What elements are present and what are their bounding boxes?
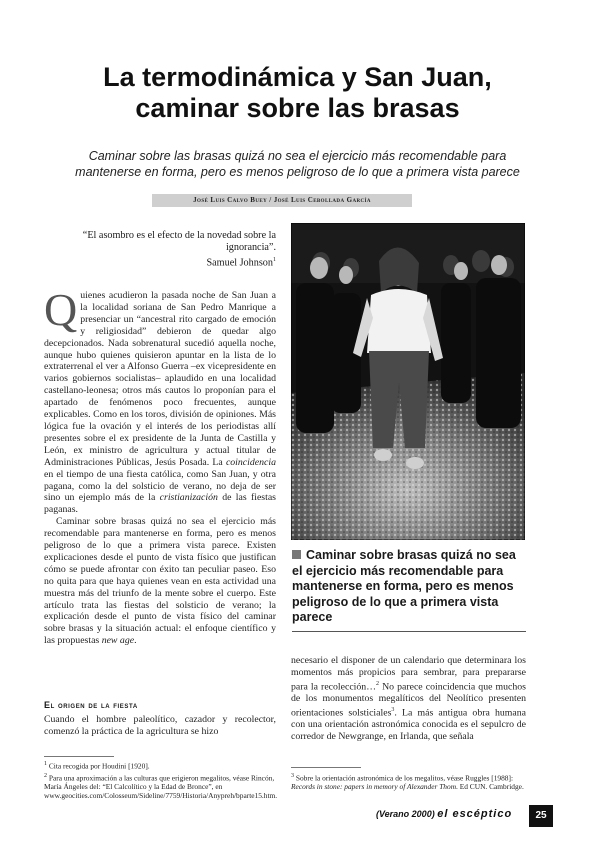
paragraph-1-text-a: uienes acudieron la pasada noche de San Juan a la localidad soriana de San Pedro Manrique a presenciar un “ancestral rito cargado de emoción y religiosidad” debieron de quedar algo decepcionados. Nada sobrenatural sucedió aquella noche, aunque hubo quienes quisieron apuntar en la lista de lo extraterrenal el ver a Alfonso Guerra –ex vicepresidente en varios gobiernos socialistas– aplaudido en una localidad castellano-leonesa; otros más cautos lo proponían para el apartado de fenómenos poco frecuentes, aunque explicables. Como en los toros, división de opiniones. Más lógica fue la ovación y el interés de los periodistas allí presentes sobre el ex presidente de la Junta de Castilla y León, ex ministro de agricultura y actual titular de Administraciones Públicas, Jesús Posada. La <box>44 290 276 468</box>
body-column-left <box>44 284 276 647</box>
article-subtitle <box>40 148 555 180</box>
epigraph-author: Samuel Johnson <box>206 257 273 269</box>
footnote-ref-2: 2 <box>376 680 379 687</box>
footnote-rule-left <box>44 756 114 757</box>
firewalk-photo <box>291 223 525 540</box>
epigraph <box>58 230 276 269</box>
paragraph-1-text-b: en el tiempo de una fiesta católica, como San Juan, y otra pagana, como la del solsticio de verano, no deja de ser sino un ejemplo más de la <box>44 468 276 504</box>
paragraph-1 <box>44 284 276 516</box>
article-title <box>40 62 555 124</box>
paragraph-2-text-b: . <box>134 635 137 647</box>
footnote-1-text: Cita recogida por Houdini [1920]. <box>48 761 150 771</box>
footnote-2 <box>44 772 276 800</box>
footnote-rule-right <box>291 767 361 768</box>
paragraph-4-text-c: . La más antigua obra humana con una orientación astronómica conocida es el sepulcro de corredor de Newgrange, en Irlanda, que señala <box>291 707 526 742</box>
footnote-3-text-b: . Ed CUN. Cambridge. <box>456 782 524 792</box>
footnote-1 <box>44 760 276 771</box>
subtitle-line-2: mantenerse en forma, pero es menos peligroso de lo que a primera vista parece <box>75 165 520 179</box>
footnote-3-text-a: Sobre la orientación astronómica de los megalitos, véase Ruggles [1988]: <box>295 773 514 783</box>
body-column-left-continued <box>44 714 276 738</box>
caption-rule <box>292 631 526 632</box>
emphasis-new-age: new age <box>101 635 135 647</box>
title-line-1: La termodinámica y San Juan, <box>103 62 492 92</box>
body-column-right <box>291 655 526 743</box>
footnote-ref-3: 3 <box>391 706 395 713</box>
author-byline: José Luis Calvo Buey / José Luis Cebollada García <box>152 194 412 207</box>
footnote-2-text: Para una aproximación a las culturas que erigieron megalitos, véase Rincón, María Ángeles del: “El Calcolítico y la Edad de Bronce”, en www.geocities.com/Colosseum/Sideline/7759/Historia/Anypreh/bparte15.htm. <box>44 773 278 800</box>
subtitle-line-1: Caminar sobre las brasas quizá no sea el ejercicio más recomendable para <box>88 149 507 163</box>
photo-caption <box>292 548 526 626</box>
title-line-2: caminar sobre las brasas <box>135 93 460 123</box>
paragraph-1-text-c: de las fiestas paganas. <box>44 492 276 516</box>
paragraph-4 <box>291 655 526 743</box>
section-heading: El origen de la fiesta <box>44 700 138 710</box>
drop-cap: Q <box>44 284 78 335</box>
epigraph-quote-line-2: ignorancia”. <box>225 242 276 253</box>
footnote-2-number: 2 <box>44 773 47 779</box>
footnote-3 <box>291 772 526 792</box>
emphasis-coincidencia: coincidencia <box>225 456 276 468</box>
paragraph-4-text-a: necesario el disponer de un calendario que determinara los momentos más propicios para sembrar, para prepararse para la recolección… <box>291 655 526 693</box>
footnote-3-book-title: Records in stone: papers in memory of Alexander Thom <box>291 782 457 792</box>
caption-text: Caminar sobre brasas quizá no sea el ejercicio más recomendable para mantenerse en forma, pero es menos peligroso de lo que a primera vista parece <box>292 548 516 624</box>
magazine-name: el escéptico <box>437 808 513 820</box>
emphasis-cristianizacion: cristianización <box>159 492 218 504</box>
caption-bullet-square <box>292 550 301 559</box>
paragraph-3: Cuando el hombre paleolítico, cazador y recolector, comenzó la práctica de la agricultura se hizo <box>44 714 276 737</box>
running-footer <box>376 808 512 820</box>
page-number: 25 <box>529 805 553 827</box>
paragraph-2-text-a: Caminar sobre brasas quizá no sea el ejercicio más recomendable para mantenerse en forma, pero es menos peligroso de lo que a primera vista parece. Existen explicaciones desde el punto de vista físico que justifican cómo se puede afrontar con éxito tan peculiar paseo. Eso no quita para que haya quienes vean en esta actividad una muestra más del triunfo de la mente sobre el cuerpo. Este artículo trata las fiestas del solsticio de verano; la explicación desde el punto de vista físico del caminar sobre brasas y la situación actual: el enfoque científico y las propuestas <box>44 516 276 647</box>
issue-label: (Verano 2000) <box>376 809 435 819</box>
footnote-1-number: 1 <box>44 761 47 767</box>
epigraph-quote-line-1: “El asombro es el efecto de la novedad sobre la <box>82 230 276 241</box>
paragraph-2 <box>44 516 276 647</box>
paragraph-4-text-b: No parece coincidencia que muchos de los monumentos megalíticos del Neolítico presenten orientaciones solsticiales <box>291 681 526 719</box>
footnote-3-number: 3 <box>291 773 294 779</box>
epigraph-footnote-ref: 1 <box>273 257 276 263</box>
